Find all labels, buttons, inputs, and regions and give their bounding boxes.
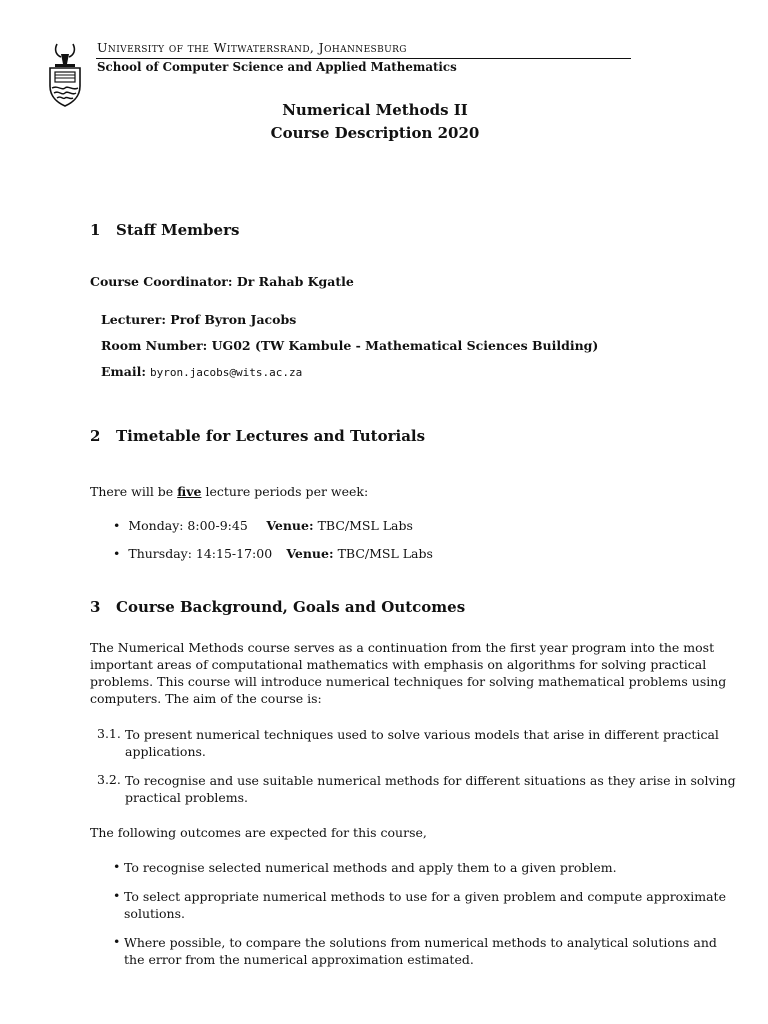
bullet-icon: • [113, 859, 121, 874]
university-name: University of the Witwatersrand, Johannesburg [97, 40, 407, 55]
list-number: 3.1. [97, 726, 121, 741]
section-number: 3 [90, 598, 101, 616]
timetable-intro [90, 483, 368, 500]
list-number: 3.2. [97, 772, 121, 787]
venue-value: TBC/MSL Labs [337, 546, 433, 561]
bullet-icon: • [113, 518, 121, 533]
lecturer: Lecturer: Prof Byron Jacobs [101, 312, 297, 327]
bullet-icon: • [113, 546, 121, 561]
timetable-day: Monday: 8:00-9:45 [128, 518, 248, 533]
list-item: To present numerical techniques used to solve various models that arise in different practical [125, 727, 719, 742]
course-title: Numerical Methods II [282, 101, 468, 119]
section-1-heading [90, 221, 239, 239]
list-item-continuation: applications. [125, 744, 206, 759]
intro-text: lecture periods per week: [201, 484, 369, 499]
email-address[interactable]: byron.jacobs@wits.ac.za [149, 366, 303, 379]
section-title: Course Background, Goals and Outcomes [116, 598, 466, 616]
section-3-heading [90, 598, 465, 616]
bullet-icon: • [113, 888, 121, 903]
venue-value: TBC/MSL Labs [317, 518, 413, 533]
list-item-continuation: solutions. [124, 906, 185, 921]
bullet-icon: • [113, 934, 121, 949]
course-subtitle: Course Description 2020 [270, 124, 480, 142]
list-item [113, 546, 433, 561]
paragraph-line: important areas of computational mathematics with emphasis on algorithms for solving practical [90, 657, 707, 672]
list-item [113, 518, 413, 533]
section-title: Timetable for Lectures and Tutorials [116, 427, 426, 445]
room-number: Room Number: UG02 (TW Kambule - Mathematical Sciences Building) [101, 338, 599, 353]
list-item: To recognise selected numerical methods and apply them to a given problem. [124, 860, 617, 875]
section-number: 2 [90, 427, 101, 445]
list-item: Where possible, to compare the solutions from numerical methods to analytical solutions and [124, 935, 717, 950]
list-item: To recognise and use suitable numerical methods for different situations as they arise in solving [125, 773, 736, 788]
paragraph-line: problems. This course will introduce numerical techniques for solving mathematical problems using [90, 674, 727, 689]
email-line [101, 363, 302, 381]
venue-label: Venue: [286, 546, 334, 561]
paragraph-line: computers. The aim of the course is: [90, 691, 322, 706]
venue-label: Venue: [266, 518, 314, 533]
intro-text: There will be [90, 484, 178, 499]
header-rule [96, 58, 631, 59]
paragraph-line: The Numerical Methods course serves as a continuation from the first year program into the most [90, 640, 715, 655]
timetable-day: Thursday: 14:15-17:00 [128, 546, 273, 561]
school-name: School of Computer Science and Applied Mathematics [97, 60, 457, 74]
email-label: Email: [101, 364, 146, 379]
outcomes-intro: The following outcomes are expected for this course, [90, 825, 427, 840]
list-item: To select appropriate numerical methods to use for a given problem and compute approximate [124, 889, 726, 904]
emphasis-five: five [177, 484, 202, 499]
list-item-continuation: practical problems. [125, 790, 249, 805]
list-item-continuation: the error from the numerical approximation estimated. [124, 952, 474, 967]
section-number: 1 [90, 221, 101, 239]
section-title: Staff Members [116, 221, 240, 239]
university-crest-icon [46, 42, 84, 108]
course-coordinator: Course Coordinator: Dr Rahab Kgatle [90, 274, 354, 289]
section-2-heading [90, 427, 425, 445]
